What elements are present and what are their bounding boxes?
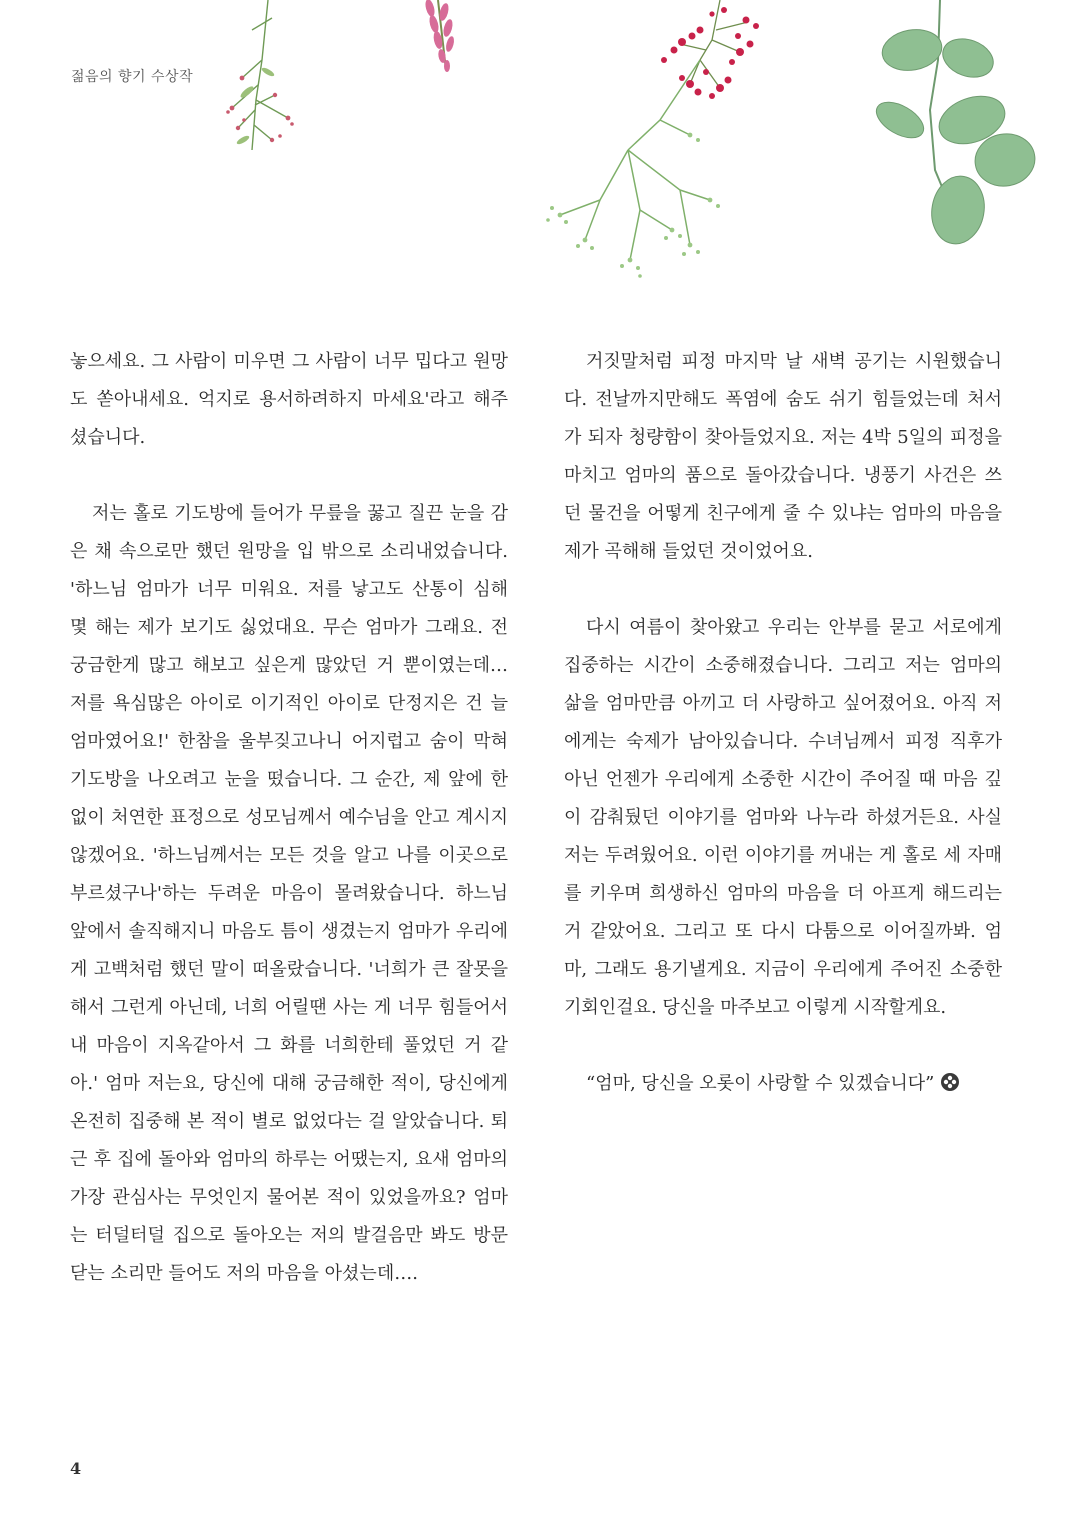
left-paragraph: 놓으세요. 그 사람이 미우면 그 사람이 너무 밉다고 원망도 쏟아내세요. 억지로 용서하려하지 마세요'라고 해주셨습니다.	[70, 351, 508, 448]
green-gypsophila-stem	[546, 60, 720, 278]
page-number: 4	[70, 1459, 82, 1478]
left-flower-sprig	[232, 0, 288, 150]
article-right-column	[564, 343, 1002, 1103]
article-left-column	[70, 343, 508, 1331]
left-paragraph: 저는 홀로 기도방에 들어가 무릎을 꿇고 질끈 눈을 감은 채 속으로만 했던 원망을 입 밖으로 소리내었습니다. '하느님 엄마가 너무 미워요. 저를 낳고도 산통이 심해 몇 해는 제가 보기도 싫었대요. 무슨 엄마가 그래요. 전 궁금한게 많고 해보고 싶은게 많았던 거 뿐이였는데… 저를 욕심많은 아이로 이기적인 아이로 단정지은 건 늘 엄마였어요!' 한참을 울부짖고나니 어지럽고 숨이 막혀 기도방을 나오려고 눈을 떴습니다. 그 순간, 제 앞에 한없이 처연한 표정으로 성모님께서 예수님을 안고 계시지 않겠어요. '하느님께서는 모든 것을 알고 나를 이곳으로 부르셨구나'하는 두려운 마음이 몰려왔습니다. 하느님 앞에서 솔직해지니 마음도 틈이 생겼는지 엄마가 우리에게 고백처럼 했던 말이 떠올랐습니다. '너희가 큰 잘못을 해서 그런게 아닌데, 너희 어릴땐 사는 게 너무 힘들어서 내 마음이 지옥같아서 그 화를 너희한테 풀었던 거 같아.' 엄마 저는요, 당신에 대해 궁금해한 적이, 당신에게 온전히 집중해 본 적이 별로 없었다는 걸 알았습니다. 퇴근 후 집에 돌아와 엄마의 하루는 어땠는지, 요새 엄마의 가장 관심사는 무엇인지 물어본 적이 있었을까요? 엄마는 터덜터덜 집으로 돌아오는 저의 발걸음만 봐도 방문 닫는 소리만 들어도 저의 마음을 아셨는데….	[70, 503, 508, 1284]
closing-quote-line	[564, 1065, 1002, 1103]
right-paragraph: 거짓말처럼 피정 마지막 날 새벽 공기는 시원했습니다. 전날까지만해도 폭염에 숨도 쉬기 힘들었는데 처서가 되자 청량함이 찾아들었지요. 저는 4박 5일의 피정을 마치고 엄마의 품으로 돌아갔습니다. 냉풍기 사건은 쓰던 물건을 어떻게 친구에게 줄 수 있냐는 엄마의 마음을 제가 곡해해 들었던 것이었어요.	[564, 351, 1002, 562]
eucalyptus-branch	[870, 0, 1039, 248]
closing-quote: “엄마, 당신을 오롯이 사랑할 수 있겠습니다”	[586, 1073, 935, 1094]
pink-spike-flower	[424, 0, 456, 72]
botanical-header-illustration	[0, 0, 1075, 320]
end-mark-icon	[940, 1072, 960, 1092]
section-label: 젊음의 향기 수상작	[71, 69, 194, 85]
red-flower-cluster	[661, 0, 759, 99]
right-paragraph: 다시 여름이 찾아왔고 우리는 안부를 묻고 서로에게 집중하는 시간이 소중해졌습니다. 그리고 저는 엄마의 삶을 엄마만큼 아끼고 더 사랑하고 싶어졌어요. 아직 저에게는 숙제가 남아있습니다. 수녀님께서 피정 직후가 아닌 언젠가 우리에게 소중한 시간이 주어질 때 마음 깊이 감춰뒀던 이야기를 엄마와 나누라 하셨거든요. 사실 저는 두려웠어요. 이런 이야기를 꺼내는 게 홀로 세 자매를 키우며 희생하신 엄마의 마음을 더 아프게 해드리는거 같았어요. 그리고 또 다시 다툼으로 이어질까봐. 엄마, 그래도 용기낼게요. 지금이 우리에게 주어진 소중한 기회인걸요. 당신을 마주보고 이렇게 시작할게요.	[564, 617, 1002, 1018]
